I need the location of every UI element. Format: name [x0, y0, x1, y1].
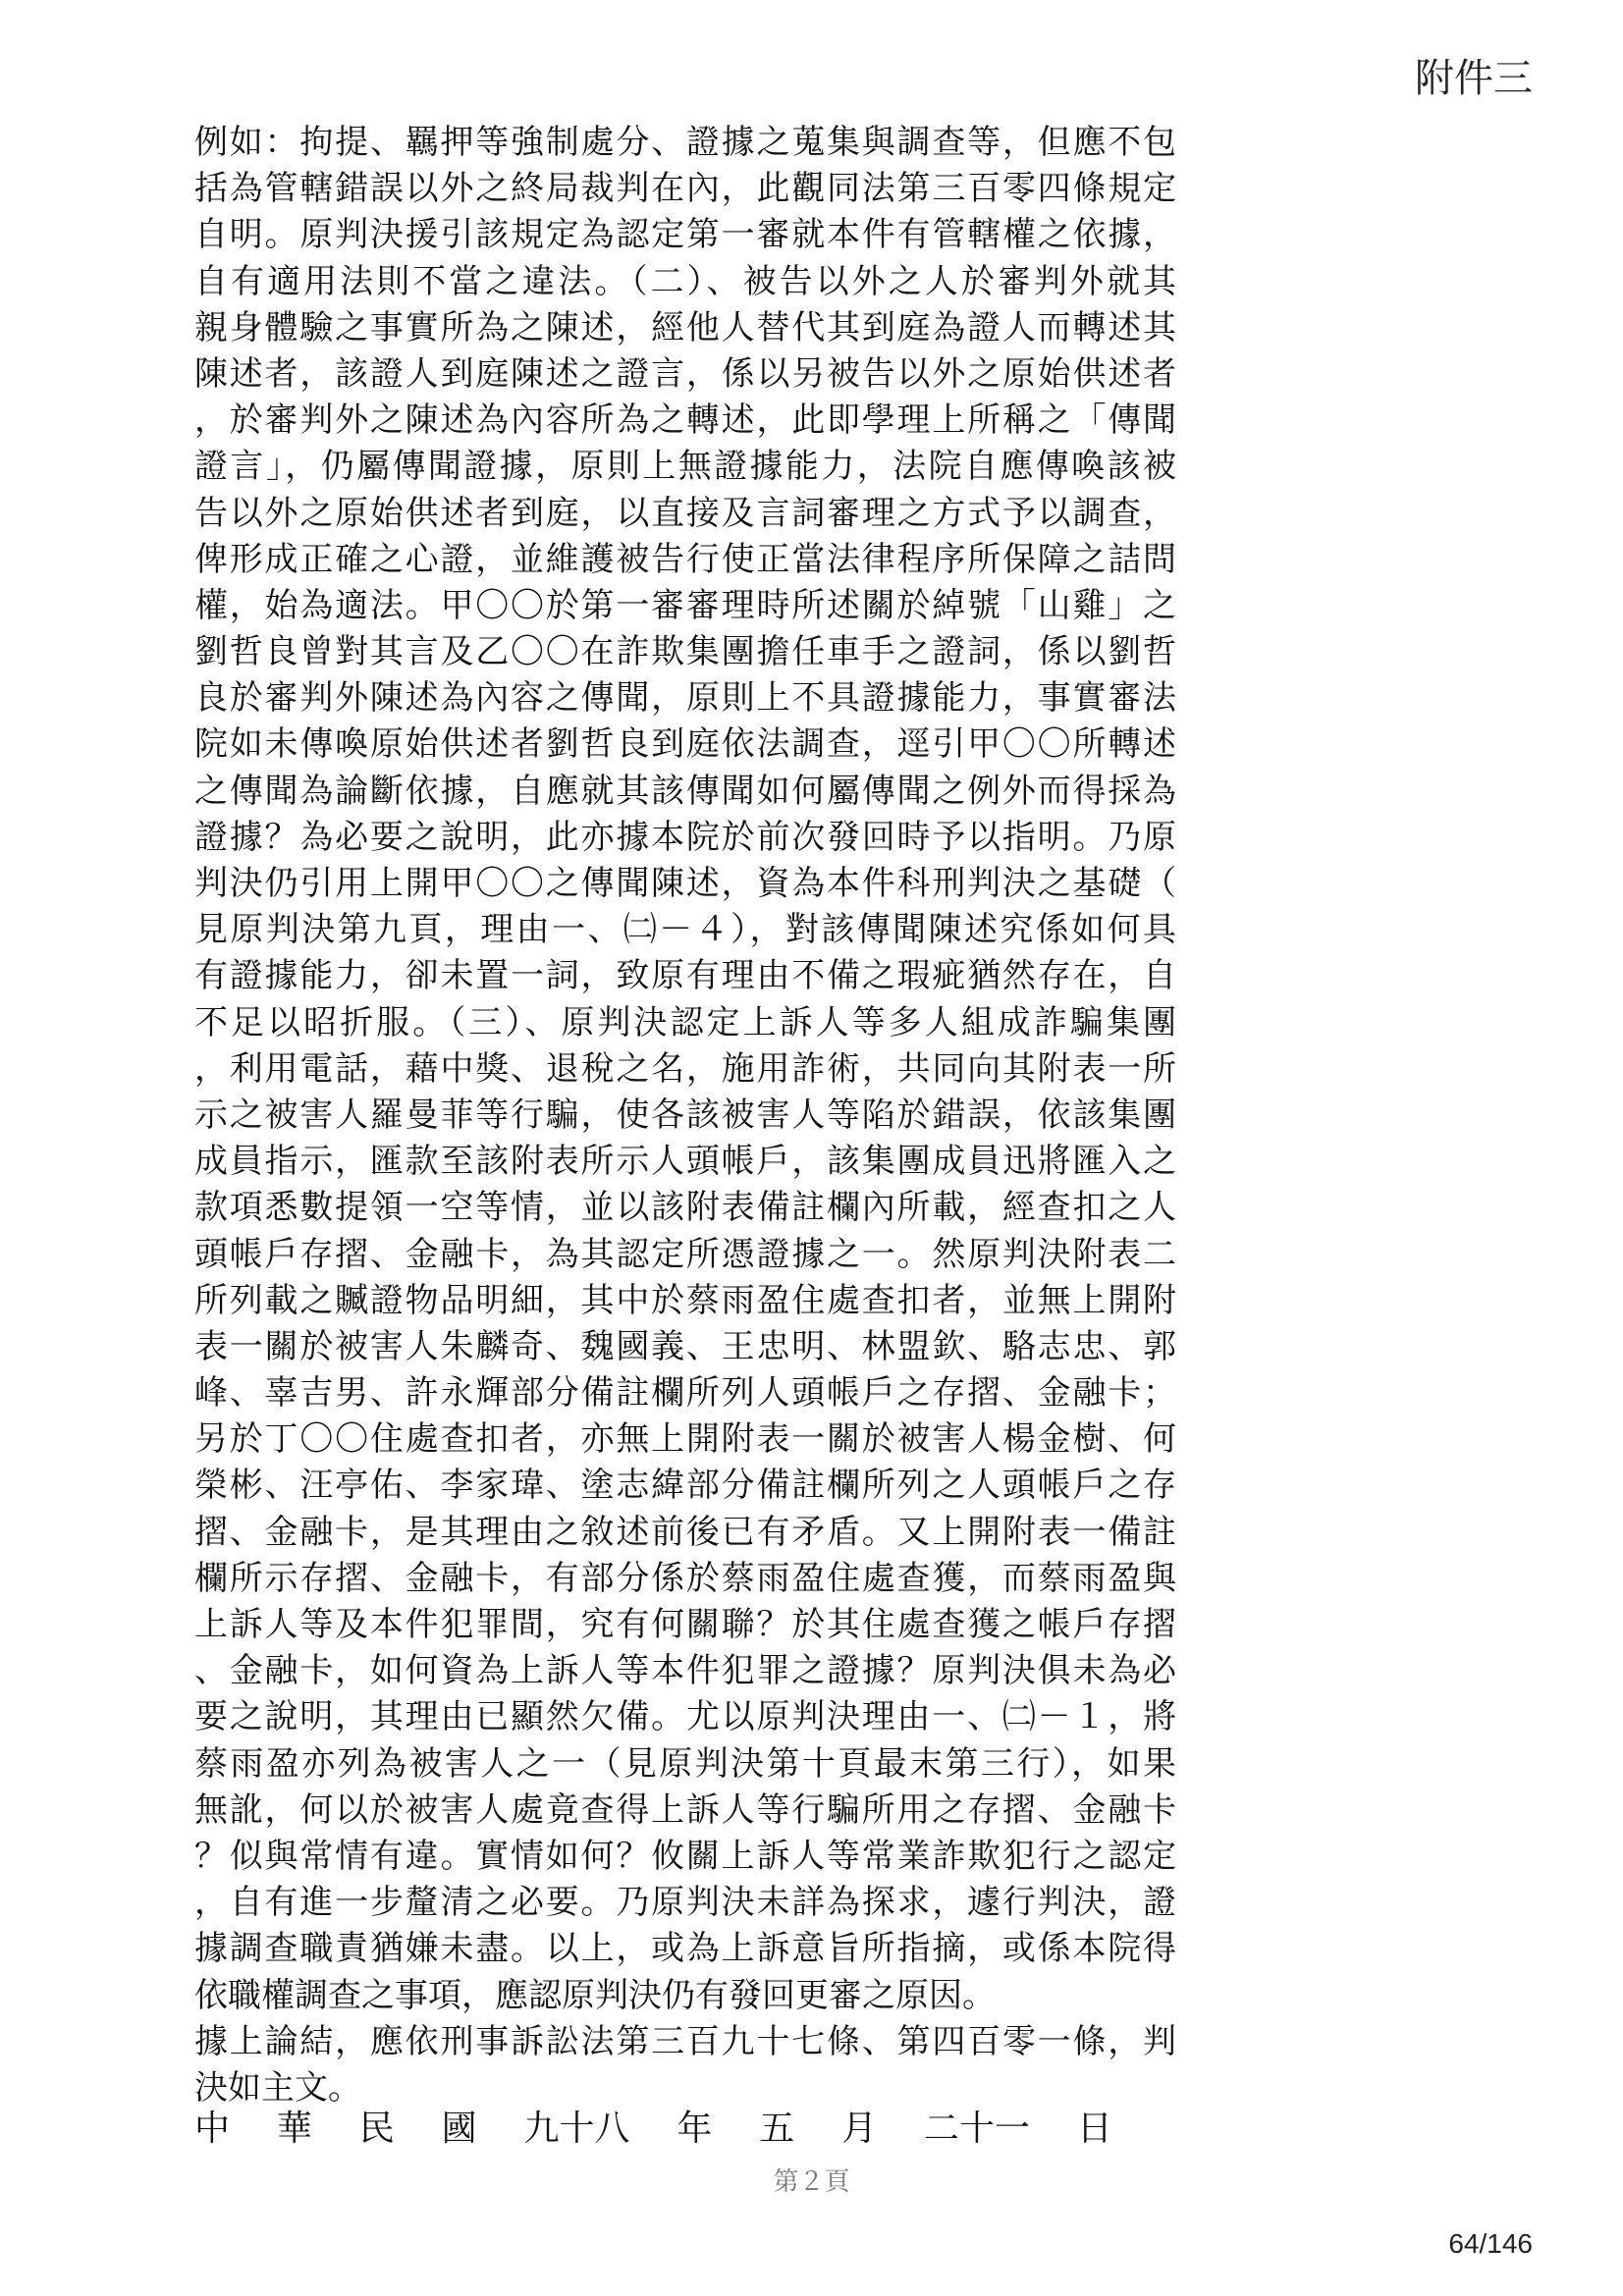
text-line: 權，始為適法。甲〇〇於第一審審理時所述關於綽號「山雞」之: [194, 585, 1176, 625]
text-line: 據調查職責猶嫌未盡。以上，或為上訴意旨所指摘，或係本院得: [194, 1929, 1176, 1969]
text-line: 證據？為必要之說明，此亦據本院於前次發回時予以指明。乃原: [194, 817, 1176, 857]
page-counter: 64/146: [1448, 2228, 1533, 2259]
text-line: 所列載之贓證物品明細，其中於蔡雨盈住處查扣者，並無上開附: [194, 1280, 1176, 1320]
text-line: 劉哲良曾對其言及乙〇〇在詐欺集團擔任車手之證詞，係以劉哲: [194, 632, 1176, 672]
text-line: 告以外之原始供述者到庭，以直接及言詞審理之方式予以調查，: [194, 493, 1176, 533]
date-part: 華: [276, 2109, 312, 2149]
text-line: 摺、金融卡，是其理由之敘述前後已有矛盾。又上開附表一備註: [194, 1512, 1176, 1552]
text-line: 示之被害人羅曼菲等行騙，使各該被害人等陷於錯誤，依該集團: [194, 1095, 1176, 1135]
text-line: 證言」，仍屬傳聞證據，原則上無證據能力，法院自應傳喚該被: [194, 447, 1176, 487]
text-line: 蔡雨盈亦列為被害人之一（見原判決第十頁最末第三行），如果: [194, 1743, 1176, 1784]
text-line: 款項悉數提領一空等情，並以該附表備註欄內所載，經查扣之人: [194, 1188, 1176, 1228]
date-part: 年: [676, 2109, 713, 2149]
judgment-date: [194, 2105, 1112, 2154]
text-line: 無訛，何以於被害人處竟查得上訴人等行騙所用之存摺、金融卡: [194, 1789, 1176, 1830]
date-part: 國: [441, 2109, 477, 2149]
text-line: 頭帳戶存摺、金融卡，為其認定所憑證據之一。然原判決附表二: [194, 1234, 1176, 1274]
date-part: 日: [1076, 2109, 1112, 2149]
text-line: 括為管轄錯誤以外之終局裁判在內，此觀同法第三百零四條規定: [194, 169, 1176, 209]
text-line: 上訴人等及本件犯罪間，究有何關聯？於其住處查獲之帳戶存摺: [194, 1605, 1176, 1644]
text-line: 親身體驗之事實所為之陳述，經他人替代其到庭為證人而轉述其: [194, 307, 1176, 347]
date-part: 月: [841, 2109, 878, 2149]
text-line: 欄所示存摺、金融卡，有部分係於蔡雨盈住處查獲，而蔡雨盈與: [194, 1558, 1176, 1598]
text-line: 決如主文。: [194, 2067, 361, 2108]
date-day: 二十一: [924, 2109, 1031, 2149]
page-number-label: 第２頁: [773, 2167, 850, 2197]
text-line: 峰、辜吉男、許永輝部分備註欄所列人頭帳戶之存摺、金融卡；: [194, 1373, 1176, 1414]
text-line: 依職權調查之事項，應認原判決仍有發回更審之原因。: [194, 1975, 996, 2015]
attachment-label: 附件三: [1415, 56, 1533, 101]
text-line: 自有適用法則不當之違法。（二）、被告以外之人於審判外就其: [194, 261, 1176, 301]
text-line: 成員指示，匯款至該附表所示人頭帳戶，該集團成員迅將匯入之: [194, 1142, 1176, 1182]
judgment-body-text: [194, 120, 1176, 2111]
text-line: 俾形成正確之心證，並維護被告行使正當法律程序所保障之詰問: [194, 539, 1176, 579]
text-line: ，利用電話，藉中獎、退稅之名，施用詐術，共同向其附表一所: [194, 1048, 1176, 1089]
text-line: 表一關於被害人朱麟奇、魏國義、王忠明、林盟欽、駱志忠、郭: [194, 1326, 1176, 1366]
text-line: 自明。原判決援引該規定為認定第一審就本件有管轄權之依據，: [194, 215, 1176, 255]
text-line: ，於審判外之陳述為內容所為之轉述，此即學理上所稱之「傳聞: [194, 400, 1176, 441]
text-line: 例如：拘提、羈押等強制處分、證據之蒐集與調查等，但應不包: [194, 123, 1176, 162]
text-line: 院如未傳喚原始供述者劉哲良到庭依法調查，逕引甲〇〇所轉述: [194, 724, 1176, 765]
text-line: 據上論結，應依刑事訴訟法第三百九十七條、第四百零一條，判: [194, 2021, 1176, 2061]
text-line: 不足以昭折服。（三）、原判決認定上訴人等多人組成詐騙集團: [194, 1002, 1176, 1042]
text-line: ，自有進一步釐清之必要。乃原判決未詳為探求，遽行判決，證: [194, 1883, 1176, 1923]
date-part: 中: [194, 2109, 231, 2149]
date-year: 九十八: [523, 2109, 630, 2149]
date-part: 民: [358, 2109, 395, 2149]
text-line: 見原判決第九頁，理由一、㈡－４），對該傳聞陳述究係如何具: [194, 910, 1176, 950]
text-line: 榮彬、汪亭佑、李家瑋、塗志緯部分備註欄所列之人頭帳戶之存: [194, 1466, 1176, 1506]
text-line: ？似與常情有違。實情如何？攸關上訴人等常業詐欺犯行之認定: [194, 1836, 1176, 1876]
text-line: 有證據能力，卻未置一詞，致原有理由不備之瑕疵猶然存在，自: [194, 956, 1176, 996]
text-line: 要之說明，其理由已顯然欠備。尤以原判決理由一、㈡－１，將: [194, 1697, 1176, 1737]
text-line: 判決仍引用上開甲〇〇之傳聞陳述，資為本件科刑判決之基礎（: [194, 864, 1176, 903]
date-month: 五: [759, 2109, 795, 2149]
text-line: 良於審判外陳述為內容之傳聞，原則上不具證據能力，事實審法: [194, 678, 1176, 719]
text-line: 陳述者，該證人到庭陳述之證言，係以另被告以外之原始供述者: [194, 353, 1176, 394]
text-line: 、金融卡，如何資為上訴人等本件犯罪之證據？原判決俱未為必: [194, 1651, 1176, 1691]
text-line: 之傳聞為論斷依據，自應就其該傳聞如何屬傳聞之例外而得採為: [194, 771, 1176, 811]
text-line: 另於丁〇〇住處查扣者，亦無上開附表一關於被害人楊金樹、何: [194, 1419, 1176, 1460]
